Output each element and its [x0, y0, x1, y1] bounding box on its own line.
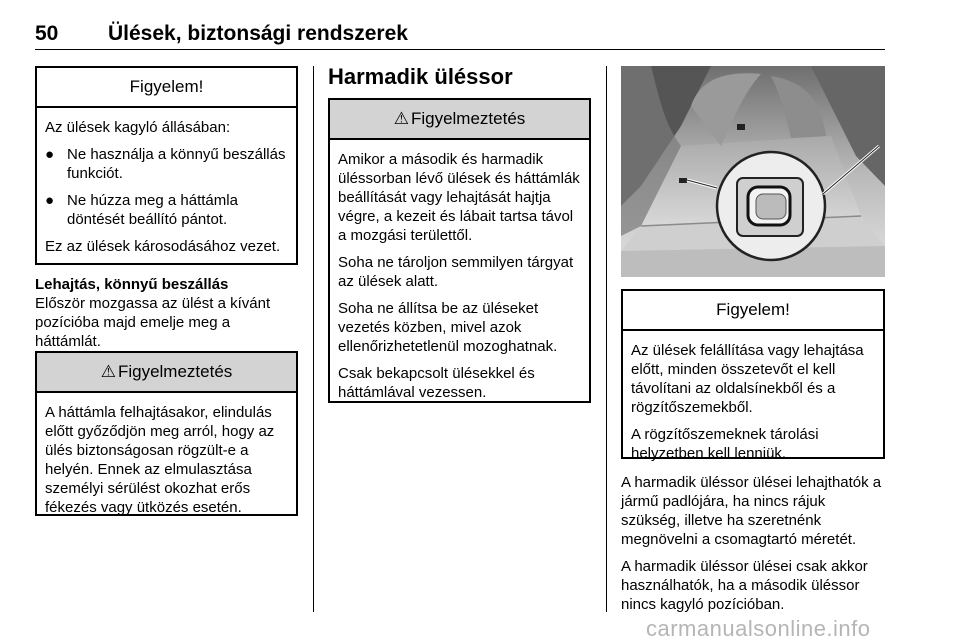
notice-box-rails — [621, 289, 885, 462]
warning-paragraph: Soha ne állítsa be az üléseket vezetés közben, mivel azok ellenőrizhetetlenül mozoghatnak. — [338, 300, 558, 355]
warning-box-backrest — [35, 351, 298, 516]
body-paragraph: A harmadik üléssor ülései lehajthatók a jármű padlójára, ha nincs rájuk szükség, illetve ha szeretnénk megnövelni a csomagtartó méretét. — [621, 474, 882, 548]
warning-heading: ⚠ Figyelmeztetés — [330, 100, 589, 140]
column-divider-right — [606, 66, 607, 612]
notice-outro: Ez az ülések károsodásához vezet. — [45, 238, 281, 255]
section-title: Harmadik üléssor — [328, 64, 513, 89]
list-item: ● Ne használja a könnyű beszállás funkciót. — [45, 146, 286, 182]
page-title: Ülések, biztonsági rendszerek — [108, 22, 408, 45]
cargo-area-illustration — [621, 66, 885, 277]
page-header — [0, 0, 960, 52]
notice-body — [37, 108, 296, 256]
column-divider-left — [313, 66, 314, 612]
warning-triangle-icon: ⚠ — [393, 109, 409, 128]
notice-paragraph: A rögzítőszemeknek tárolási helyzetben kell lenniük. — [631, 426, 819, 462]
notice-heading: Figyelem! — [37, 68, 296, 108]
warning-triangle-icon: ⚠ — [100, 362, 116, 381]
warning-box-third-row — [328, 98, 591, 403]
bullet-icon: ● — [45, 192, 55, 209]
easy-entry-section — [35, 275, 300, 351]
warning-body — [37, 393, 296, 517]
list-item: ● Ne húzza meg a háttámla döntését beállító pántot. — [45, 192, 238, 228]
warning-paragraph: Soha ne tároljon semmilyen tárgyat az ülések alatt. — [338, 254, 574, 290]
notice-paragraph: Az ülések felállítása vagy lehajtása előtt, minden összetevőt el kell távolítani az oldalsínekből és a rögzítőszemekből. — [631, 342, 864, 416]
third-row-description — [621, 473, 887, 622]
notice-body — [623, 331, 883, 463]
watermark-text: carmanualsonline.info — [646, 616, 871, 641]
warning-text: A háttámla felhajtásakor, elindulás előtt győződjön meg arról, hogy az ülés biztonságosan rögzült-e a helyén. Ennek az elmulasztása személyi sérülést okozhat erős fékezés vagy ütközés esetén. — [45, 404, 275, 516]
warning-paragraph: Amikor a második és harmadik üléssorban lévő ülések és háttámlák beállítását vagy lehajtását hajtja végre, a kezeit és lábait tartsa távol a mozgási területtől. — [338, 151, 580, 244]
notice-heading: Figyelem! — [623, 291, 883, 331]
easy-entry-subheading: Lehajtás, könnyű beszállás — [35, 276, 229, 293]
bullet-icon: ● — [45, 146, 55, 163]
illustration-drawing — [621, 66, 885, 277]
warning-body — [330, 140, 589, 402]
warning-paragraph: Csak bekapcsolt ülésekkel és háttámlával vezessen. — [338, 365, 535, 401]
notice-box-seats — [35, 66, 298, 265]
body-paragraph: A harmadik üléssor ülései csak akkor használhatók, ha a második üléssor nincs kagyló pozícióban. — [621, 558, 868, 613]
page-number: 50 — [35, 22, 59, 45]
easy-entry-text: Először mozgassa az ülést a kívánt pozícióba majd emelje meg a háttámlát. — [35, 295, 271, 350]
warning-heading: ⚠ Figyelmeztetés — [37, 353, 296, 393]
notice-intro: Az ülések kagyló állásában: — [45, 119, 231, 136]
header-rule — [35, 49, 885, 50]
